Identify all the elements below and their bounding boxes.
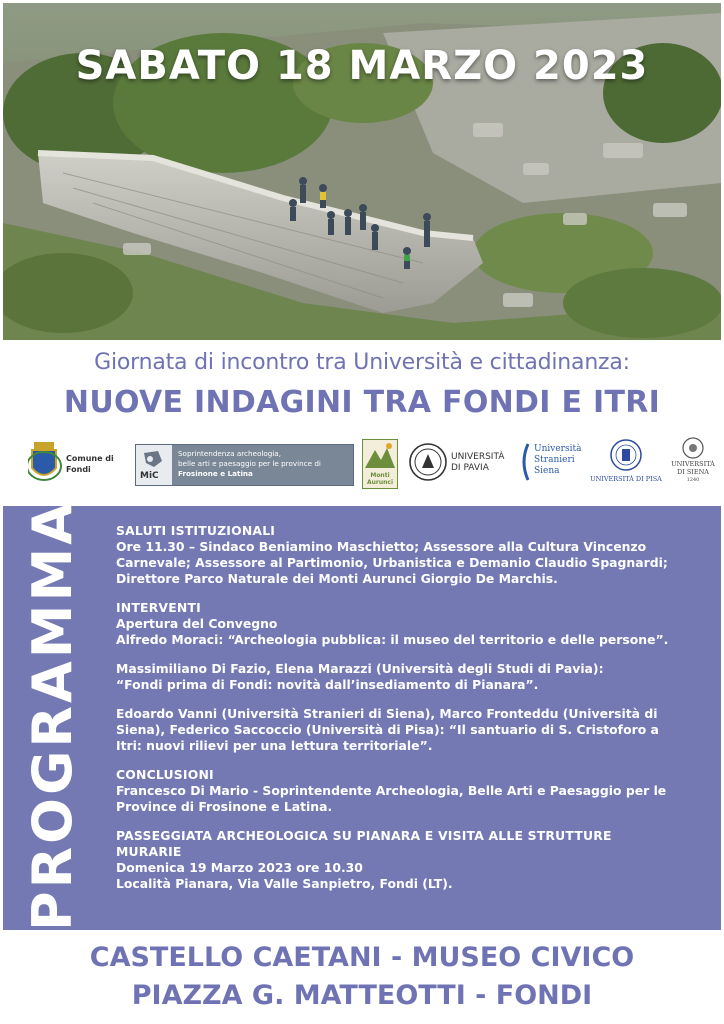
mic-abbr: MiC — [140, 471, 159, 481]
comune-fondi-logo — [28, 438, 128, 492]
conclusioni-line: Province di Frosinone e Latina. — [116, 799, 333, 814]
venue-line-1: CASTELLO CAETANI - MUSEO CIVICO — [89, 942, 635, 973]
partner-logos-row — [0, 436, 724, 492]
venue-line-2: PIAZZA G. MATTEOTTI - FONDI — [131, 980, 593, 1011]
stranieri-line2: Stranieri — [534, 455, 575, 465]
mic-logo — [135, 444, 354, 486]
pavia-seal-icon — [408, 442, 448, 482]
programma-panel — [3, 499, 721, 931]
mic-line1: Soprintendenza archeologia, — [178, 449, 281, 458]
passeggiata-heading: PASSEGGIATA ARCHEOLOGICA SU PIANARA E VISITA ALLE STRUTTURE — [116, 828, 612, 843]
pavia-line2: DI PAVIA — [451, 463, 489, 473]
siena-year: 1240 — [686, 477, 700, 483]
interventi-line: Edoardo Vanni (Università Stranieri di Siena), Marco Fronteddu (Università di — [116, 706, 658, 721]
interventi-line: Alfredo Moraci: “Archeologia pubblica: il museo del territorio e delle persone”. — [116, 632, 669, 647]
mic-emblem-icon — [136, 445, 172, 485]
pavia-line1: UNIVERSITÀ — [451, 452, 505, 462]
siena-line1: UNIVERSITÀ — [671, 460, 715, 468]
interventi-line: Massimiliano Di Fazio, Elena Marazzi (Università degli Studi di Pavia): — [116, 661, 604, 676]
stranieri-line1: Università — [534, 444, 582, 454]
pavia-logo — [408, 442, 505, 486]
interventi-line: Itri: nuovi rilievi per una lettura territoriale”. — [116, 738, 433, 753]
interventi-line: Siena), Federico Saccoccio (Università di Pisa): “Il santuario di S. Cristoforo a — [116, 722, 659, 737]
pisa-seal-icon — [590, 438, 662, 474]
siena-logo — [670, 436, 716, 483]
conclusioni-line: Francesco Di Mario - Soprintendente Archeologia, Belle Arti e Paesaggio per le — [116, 783, 667, 798]
comune-fondi-label: Comune di Fondi — [66, 454, 114, 474]
event-date-title: SABATO 18 MARZO 2023 — [75, 43, 649, 89]
interventi-line: Apertura del Convegno — [116, 616, 278, 631]
mic-line2: belle arti e paesaggio per le province di — [178, 459, 321, 468]
saluti-line: Carnevale; Assessore al Partimonio, Urbanistica e Demanio Claudio Spagnardi; — [116, 555, 668, 570]
siena-seal-icon — [670, 436, 716, 460]
saluti-heading: SALUTI ISTITUZIONALI — [116, 523, 276, 538]
interventi-line: “Fondi prima di Fondi: novità dall’insediamento di Pianara”. — [116, 677, 539, 692]
passeggiata-line: Domenica 19 Marzo 2023 ore 10.30 — [116, 860, 363, 875]
saluti-line: Ore 11.30 – Sindaco Beniamino Maschietto; Assessore alla Cultura Vincenzo — [116, 539, 647, 554]
stranieri-line3: Siena — [534, 466, 560, 476]
mountain-icon — [363, 440, 397, 470]
programma-content — [116, 523, 706, 892]
hero-photo — [3, 3, 721, 340]
event-headline: NUOVE INDAGINI TRA FONDI E ITRI — [63, 385, 661, 420]
parco-label: Monti Aurunci — [366, 472, 394, 486]
stranieri-siena-logo — [520, 442, 582, 486]
siena-line2: DI SIENA — [677, 468, 709, 476]
pisa-label: UNIVERSITÀ DI PISA — [590, 475, 662, 483]
interventi-heading: INTERVENTI — [116, 600, 201, 615]
mic-line3: Frosinone e Latina — [178, 469, 253, 478]
passeggiata-heading: MURARIE — [116, 844, 182, 859]
programma-vertical-label: PROGRAMMA — [21, 499, 84, 931]
parco-aurunci-logo — [362, 439, 398, 489]
passeggiata-line: Località Pianara, Via Valle Sanpietro, Fondi (LT). — [116, 876, 453, 891]
stranieri-emblem-icon — [520, 442, 532, 482]
saluti-line: Direttore Parco Naturale dei Monti Aurunci Giorgio De Marchis. — [116, 571, 558, 586]
pisa-logo — [590, 438, 662, 483]
conclusioni-heading: CONCLUSIONI — [116, 767, 214, 782]
event-subtitle: Giornata di incontro tra Università e cittadinanza: — [94, 350, 630, 375]
coat-of-arms-icon — [28, 442, 61, 480]
